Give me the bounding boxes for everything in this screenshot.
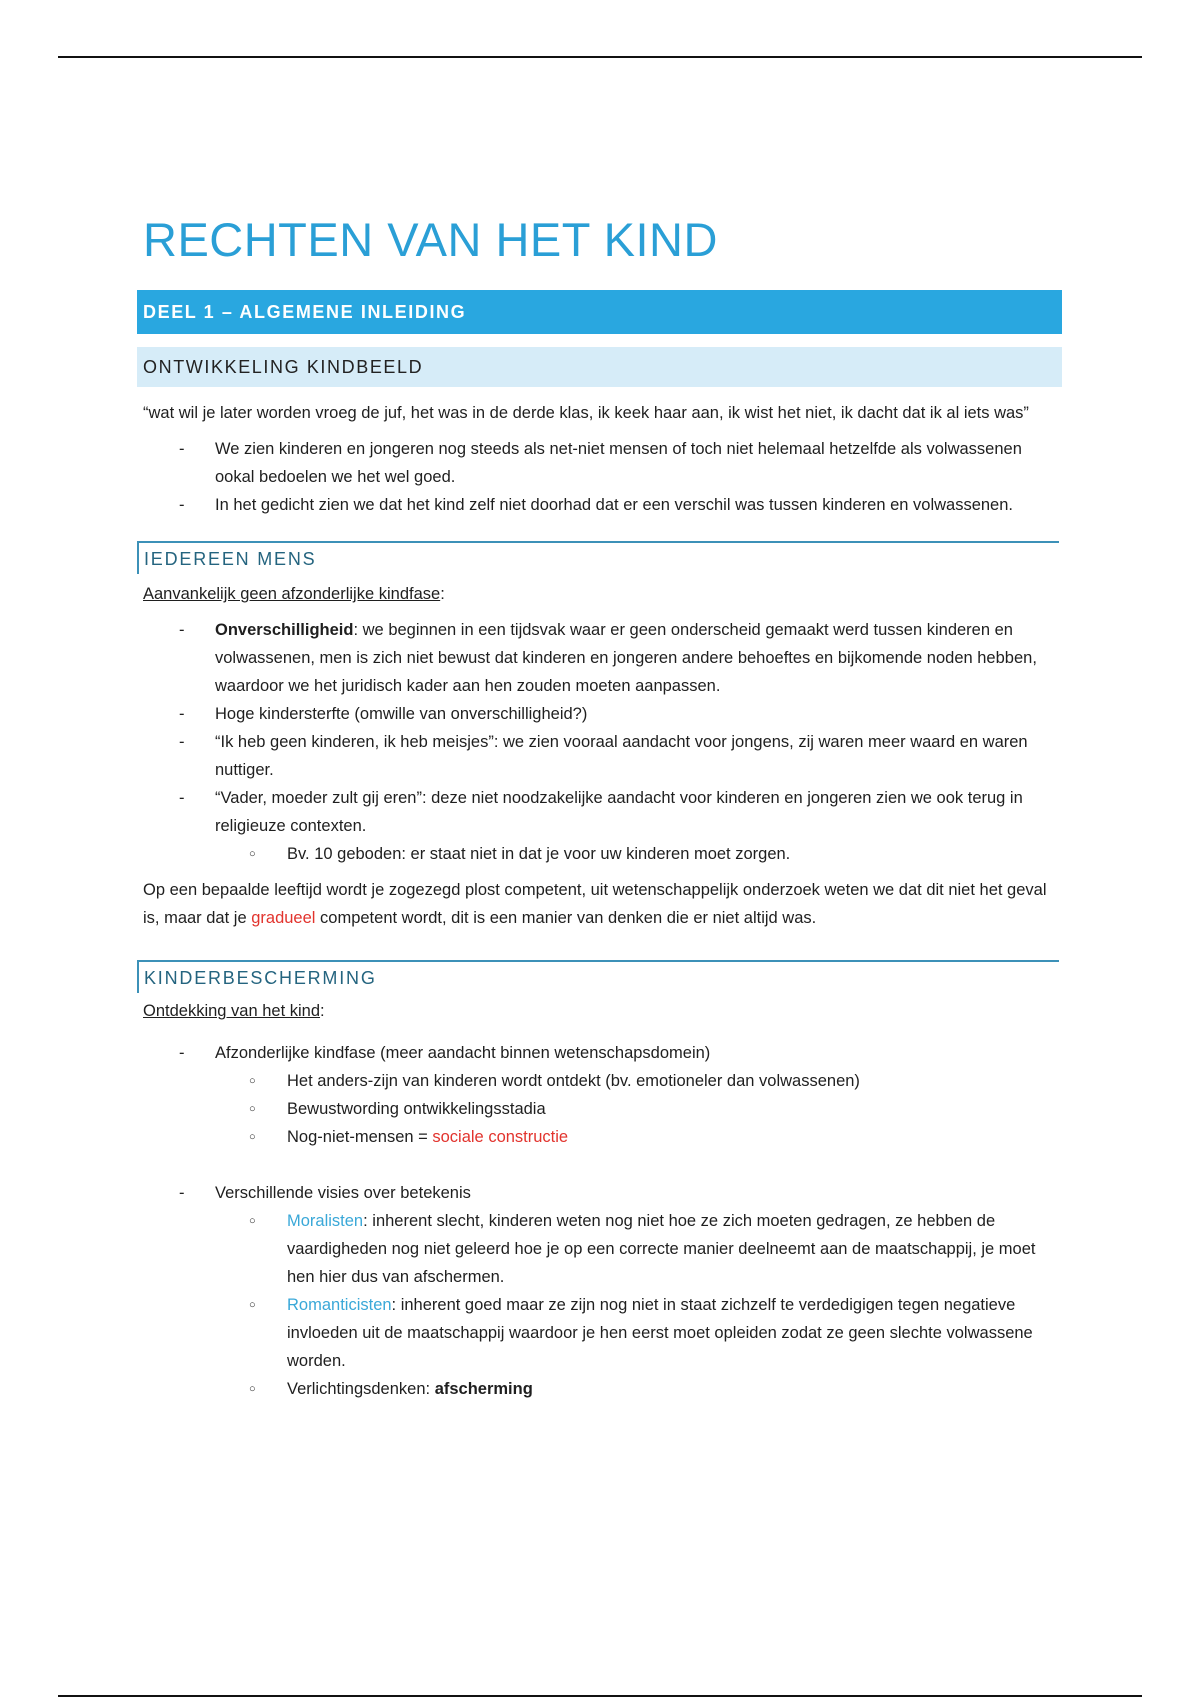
heading-iedereen-mens: IEDEREEN MENS: [137, 541, 1059, 574]
colon: :: [440, 585, 445, 604]
header-rule: [58, 56, 1142, 58]
sub-list-item: [215, 1291, 1062, 1375]
document-title: RECHTEN VAN HET KIND: [143, 213, 718, 266]
sub-list-item: ○ Het anders-zijn van kinderen wordt ontdekt (bv. emotioneler dan volwassenen): [215, 1067, 1062, 1095]
intro-line: [137, 580, 1062, 608]
list-item-text: Afzonderlijke kindfase (meer aandacht binnen wetenschapsdomein): [215, 1044, 711, 1063]
term-romanticisten: Romanticisten: [287, 1296, 392, 1315]
sub-list: [215, 840, 1062, 868]
sub-list-item: [215, 1375, 1062, 1403]
list-item: [137, 1179, 1062, 1403]
paragraph-text: competent wordt, dit is een manier van denken die er niet altijd was.: [315, 909, 817, 928]
list-item: [137, 1039, 1062, 1179]
sub-list-item: ○ Bv. 10 geboden: er staat niet in dat je voor uw kinderen moet zorgen.: [215, 840, 1062, 868]
list-item: [137, 616, 1062, 700]
spacer: [215, 1151, 1062, 1179]
term-onverschilligheid: Onverschilligheid: [215, 621, 354, 640]
heading-kinderbescherming: KINDERBESCHERMING: [137, 960, 1059, 993]
sub-list-text: Verlichtingsdenken:: [287, 1380, 435, 1399]
sub-list-item: ○ Bewustwording ontwikkelingsstadia: [215, 1095, 1062, 1123]
heading-ontwikkeling-kindbeeld: ONTWIKKELING KINDBEELD: [137, 347, 1062, 387]
iedereen-mens-list: [137, 616, 1062, 868]
term-afscherming: afscherming: [434, 1380, 533, 1399]
list-item: - “Ik heb geen kinderen, ik heb meisjes”: we zien vooraal aandacht voor jongens, zij waren meer waard en waren nuttiger.: [137, 728, 1062, 784]
list-item: [137, 784, 1062, 868]
underlined-intro: Aanvankelijk geen afzonderlijke kindfase: [143, 585, 441, 604]
sub-list-item: [215, 1123, 1062, 1151]
list-item-text: Verschillende visies over betekenis: [215, 1184, 471, 1203]
list-item: - We zien kinderen en jongeren nog steeds als net-niet mensen of toch niet helemaal hetzelfde als volwassenen ookal bedoelen we het wel goed.: [137, 435, 1062, 491]
kindbeeld-list: [137, 435, 1062, 519]
sub-list-item: [215, 1207, 1062, 1291]
paragraph-competent: [137, 876, 1062, 932]
sub-list-text: : inherent slecht, kinderen weten nog niet hoe ze zich moeten gedragen, ze hebben de vaardigheden nog niet geleerd hoe je op een correcte manier deelneemt aan de maatschappij, je moet hen hier dus van afschermen.: [287, 1212, 1036, 1287]
colon: :: [320, 1002, 325, 1021]
poem-quote: “wat wil je later worden vroeg de juf, het was in de derde klas, ik keek haar aan, ik wist het niet, ik dacht dat ik al iets was”: [143, 404, 1029, 423]
paragraph-text: Op een bepaalde leeftijd wordt je zogezegd plost competent, uit wetenschappelijk onderzoek weten we dat dit niet het geval is, maar dat je: [143, 881, 1047, 928]
highlight-gradueel: gradueel: [251, 909, 316, 928]
sub-list: [215, 1067, 1062, 1151]
kinderbescherming-list: [137, 1039, 1062, 1403]
list-item-text: “Vader, moeder zult gij eren”: deze niet noodzakelijke aandacht voor kinderen en jongeren zien we ook terug in religieuze contexten.: [215, 789, 1023, 836]
footer-rule: [58, 1695, 1142, 1697]
list-item: - In het gedicht zien we dat het kind zelf niet doorhad dat er een verschil was tussen kinderen en volwassenen.: [137, 491, 1062, 519]
list-item: - Hoge kindersterfte (omwille van onverschilligheid?): [137, 700, 1062, 728]
document-body: [137, 212, 1062, 1403]
list-item-text: : we beginnen in een tijdsvak waar er geen onderscheid gemaakt werd tussen kinderen en volwassenen, men is zich niet bewust dat kinderen en jongeren andere behoeftes en bijkomende noden hebben, waardoor we het juridisch kader aan hen zouden moeten aanpassen.: [215, 621, 1037, 696]
highlight-sociale-constructie: sociale constructie: [432, 1128, 569, 1147]
term-moralisten: Moralisten: [287, 1212, 364, 1231]
sub-list: [215, 1207, 1062, 1403]
underlined-intro: Ontdekking van het kind: [143, 1002, 321, 1021]
sub-list-text: Nog-niet-mensen =: [287, 1128, 433, 1147]
sub-list-text: : inherent goed maar ze zijn nog niet in staat zichzelf te verdedigigen tegen negatieve invloeden uit de maatschappij waardoor je hen eerst moet opleiden zodat ze geen slechte volwassene worden.: [287, 1296, 1033, 1371]
heading-deel-1: DEEL 1 – ALGEMENE INLEIDING: [137, 290, 1062, 334]
intro-line: [137, 997, 1062, 1025]
